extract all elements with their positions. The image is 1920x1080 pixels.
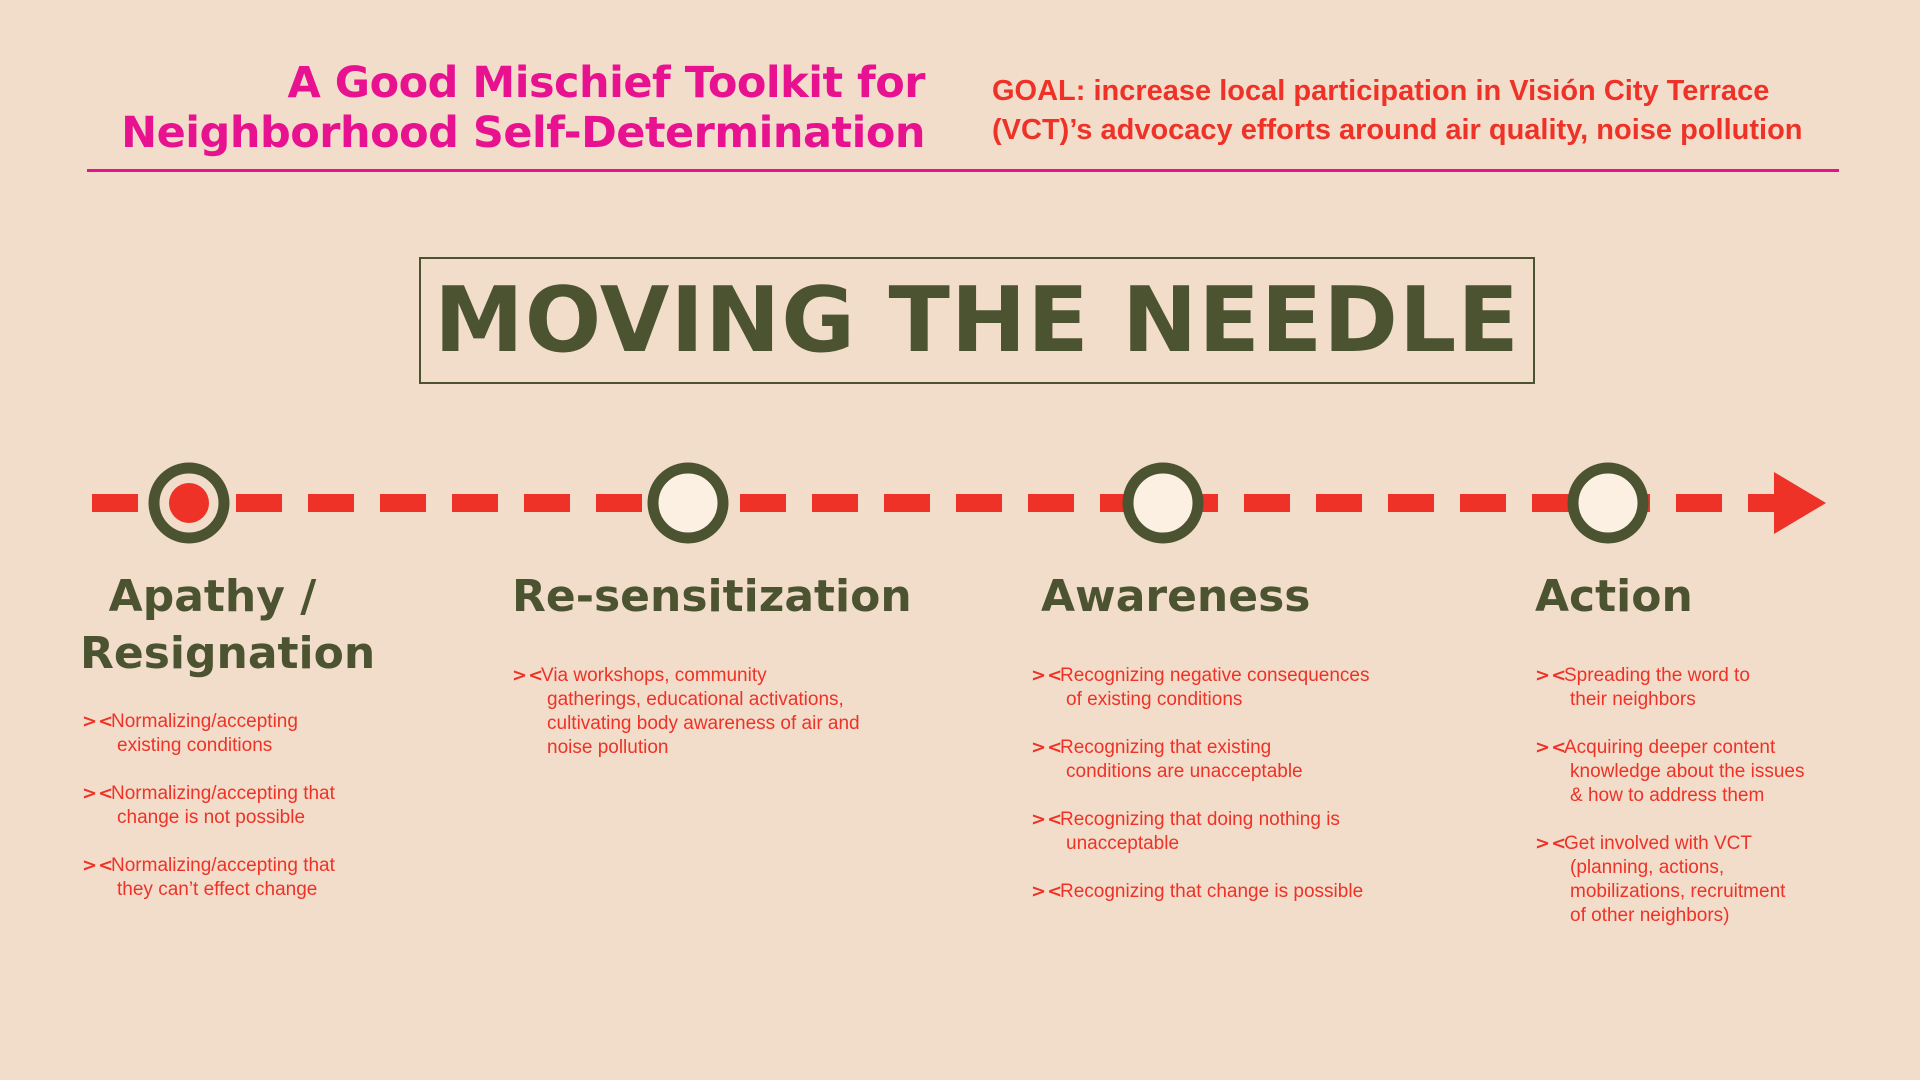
timeline-dash [596,494,642,512]
timeline-node-ring [1128,468,1198,538]
timeline-node [154,468,224,538]
bullet-item [1031,880,1370,904]
bullet-marker: >< [1535,665,1568,686]
bullet-item [82,782,335,830]
bullet-line: Normalizing/accepting that [111,783,335,804]
timeline-dash [1460,494,1506,512]
bullet-line: existing conditions [117,735,273,756]
stage-heading-line: Resignation [80,628,376,679]
timeline-dash [92,494,138,512]
bullet-item [82,854,335,902]
stage-heading-line: Re-sensitization [512,571,912,622]
bullet-line: Normalizing/accepting that [111,855,335,876]
toolkit-title-line: A Good Mischief Toolkit for [287,58,925,108]
bullet-line: of existing conditions [1066,689,1243,710]
timeline-dash [1388,494,1434,512]
timeline-dash [236,494,282,512]
bullet-line: their neighbors [1570,689,1696,710]
bullet-item [512,664,860,760]
timeline-dash [308,494,354,512]
timeline-dash [884,494,930,512]
timeline-dash [740,494,786,512]
bullet-item [1535,736,1805,808]
bullet-line: Recognizing that existing [1060,737,1272,758]
timeline-node-active-dot [169,483,209,523]
bullet-line: Normalizing/accepting [111,711,298,732]
bullet-item [1031,664,1370,712]
bullet-line: Recognizing that doing nothing is [1060,809,1340,830]
goal-line: GOAL: increase local participation in Visión City Terrace [992,75,1770,107]
timeline-node-ring [653,468,723,538]
timeline-dash [1244,494,1290,512]
bullet-item [1031,736,1370,784]
bullet-line: (planning, actions, [1570,857,1725,878]
stage-bullets-awareness [1031,664,1370,928]
main-title: MOVING THE NEEDLE [434,267,1520,373]
timeline-node [1573,468,1643,538]
timeline-dash [380,494,426,512]
bullet-line: Get involved with VCT [1564,833,1752,854]
bullet-line: conditions are unacceptable [1066,761,1303,782]
bullet-marker: >< [82,783,115,804]
bullet-line: gatherings, educational activations, [547,689,844,710]
bullet-marker: >< [1031,881,1064,902]
stage-heading-apathy [80,568,376,682]
stage-bullets-action [1535,664,1805,952]
stage-bullets-apathy [82,710,335,926]
bullet-line: noise pollution [547,737,669,758]
bullet-item [1031,808,1370,856]
stage-heading-line: Apathy / [108,571,317,622]
bullet-item [1535,832,1805,928]
timeline-node [653,468,723,538]
bullet-line: cultivating body awareness of air and [547,713,860,734]
bullet-marker: >< [1031,737,1064,758]
bullet-marker: >< [82,711,115,732]
bullet-marker: >< [1535,737,1568,758]
bullet-line: mobilizations, recruitment [1570,881,1786,902]
timeline-dash [524,494,570,512]
timeline-dashed-line [92,494,1794,512]
timeline-arrowhead [1774,472,1826,534]
stage-heading-resensitization [512,568,912,625]
stage-heading-awareness [1041,568,1310,625]
bullet-line: Recognizing that change is possible [1060,881,1364,902]
bullet-line: Spreading the word to [1564,665,1750,686]
timeline-dash [812,494,858,512]
bullet-marker: >< [1031,665,1064,686]
stage-heading-action [1535,568,1693,625]
bullet-line: of other neighbors) [1570,905,1730,926]
timeline-dash [1028,494,1074,512]
bullet-marker: >< [1031,809,1064,830]
bullet-marker: >< [82,855,115,876]
stage-heading-line: Action [1535,571,1693,622]
stage-heading-line: Awareness [1041,571,1311,622]
bullet-line: Recognizing negative consequences [1060,665,1370,686]
bullet-line: Acquiring deeper content [1564,737,1776,758]
bullet-line: they can’t effect change [117,879,318,900]
bullet-line: unacceptable [1066,833,1180,854]
bullet-line: & how to address them [1570,785,1765,806]
timeline-dash [956,494,1002,512]
bullet-item [1535,664,1805,712]
bullet-line: change is not possible [117,807,306,828]
bullet-marker: >< [1535,833,1568,854]
timeline-dash [1316,494,1362,512]
bullet-line: knowledge about the issues [1570,761,1805,782]
timeline-dash [1676,494,1722,512]
timeline-dash [452,494,498,512]
timeline-node-ring [1573,468,1643,538]
toolkit-title-line: Neighborhood Self-Determination [121,108,925,158]
bullet-item [82,710,335,758]
bullet-line: Via workshops, community [541,665,767,686]
timeline-node [1128,468,1198,538]
goal-line: (VCT)’s advocacy efforts around air quality, noise pollution [992,114,1803,146]
stage-bullets-resensitization [512,664,860,784]
bullet-marker: >< [512,665,545,686]
